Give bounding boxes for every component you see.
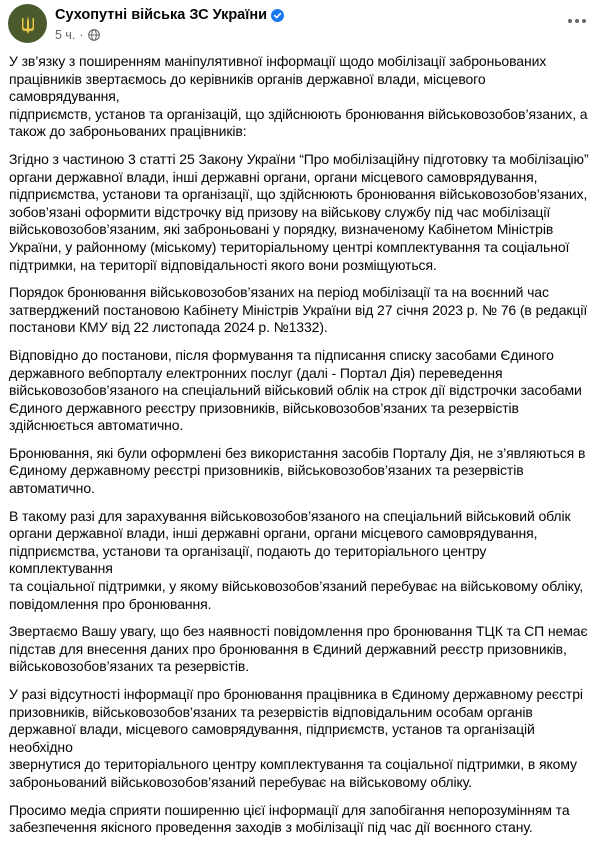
post-paragraph: Бронювання, які були оформлені без використання засобів Порталу Дія, не з’являються в Єдиному державному реєстрі призовників, військовозобов’язаних та резервістів автоматично. xyxy=(9,444,586,497)
post-timestamp-link[interactable]: 5 ч. xyxy=(55,27,76,42)
post-paragraph: У разі відсутності інформації про бронювання працівника в Єдиному державному реєстрі призовників, військовозобов’язаних та резервістів відповідальним особам органів державної влади, місцевого самоврядування, підприємств, установ та організацій необхідно звернутися до територіального центру комплектування та соціальної підтримки, в якому заброньований військовозобов’язаний перебуває на військовому обліку. xyxy=(9,686,583,790)
author-row xyxy=(55,5,284,25)
post-paragraph: В такому разі для зарахування військовозобов’язаного на спеціальний військовий облік органи державної влади, інші державні органи, органи місцевого самоврядування, підприємства, установи та організації, подають до територіального центру комплектування та соціальної підтримки, у якому військовозобов’язаний перебуває на військовому обліку, повідомлення про бронювання. xyxy=(9,507,584,612)
post-paragraph: У зв’язку з поширенням маніпулятивної інформації щодо мобілізації заброньованих працівників звертаємось до керівників органів державної влади, місцевого самоврядування, підприємств, установ та організацій, що здійснюють бронювання військовозобов’язаних, а також до заброньованих працівників: xyxy=(9,53,588,140)
post-meta xyxy=(55,26,284,43)
more-options-button[interactable] xyxy=(564,8,590,34)
author-block xyxy=(55,5,284,43)
post-header xyxy=(0,0,602,50)
post-paragraph: Згідно з частиною 3 статті 25 Закону України “Про мобілізаційну підготовку та мобілізацію” органи державної влади, інші державні органи, органи місцевого самоврядування, підприємства, установи та організації, що здійснюють бронювання військовозобов’язаних, зобов’язані оформити відстрочку від призову на військову службу під час мобілізації військовозобов’язаним, які заброньовані у порядку, визначеному Кабінетом Міністрів України, у районному (міському) територіальному центрі комплектування та соціальної підтримки, на території відповідальності якого вони розміщуються. xyxy=(9,150,589,273)
verified-badge-icon xyxy=(271,9,284,22)
meta-separator: · xyxy=(79,27,84,42)
tryzub-emblem-icon xyxy=(13,9,43,39)
post-paragraph: Звертаємо Вашу увагу, що без наявності повідомлення про бронювання ТЦК та СП немає підстав для внесення даних про бронювання в Єдиний державний реєстр призовників, військовозобов’язаних та резервістів. xyxy=(9,623,588,675)
page-name-link[interactable]: Сухопутні війська ЗС України xyxy=(55,7,267,23)
globe-icon[interactable] xyxy=(88,29,100,41)
more-options-dot xyxy=(575,19,579,23)
post-paragraph: Просимо медіа сприяти поширенню цієї інформації для запобігання непорозумінням та забезпечення якісного проведення заходів з мобілізації під час дії воєнного стану. xyxy=(9,801,570,836)
post-paragraph: Відповідно до постанови, після формування та підписання списку засобами Єдиного державного вебпорталу електронних послуг (далі - Портал Дія) переведення військовозобов’язаного на спеціальний військовий облік на строк дії відстрочки засобами Єдиного державного реєстру призовників, військовозобов’язаних та резервістів здійснюється автоматично. xyxy=(9,346,582,434)
post-body xyxy=(9,53,589,847)
page-avatar[interactable] xyxy=(8,4,47,43)
more-options-dot xyxy=(582,19,586,23)
post-paragraph: Порядок бронювання військовозобов’язаних на період мобілізації та на воєнний час затверджений постановою Кабінету Міністрів України від 27 січня 2023 р. № 76 (в редакції постанови КМУ від 22 листопада 2024 р. №1332). xyxy=(9,284,588,336)
more-options-dot xyxy=(568,19,572,23)
